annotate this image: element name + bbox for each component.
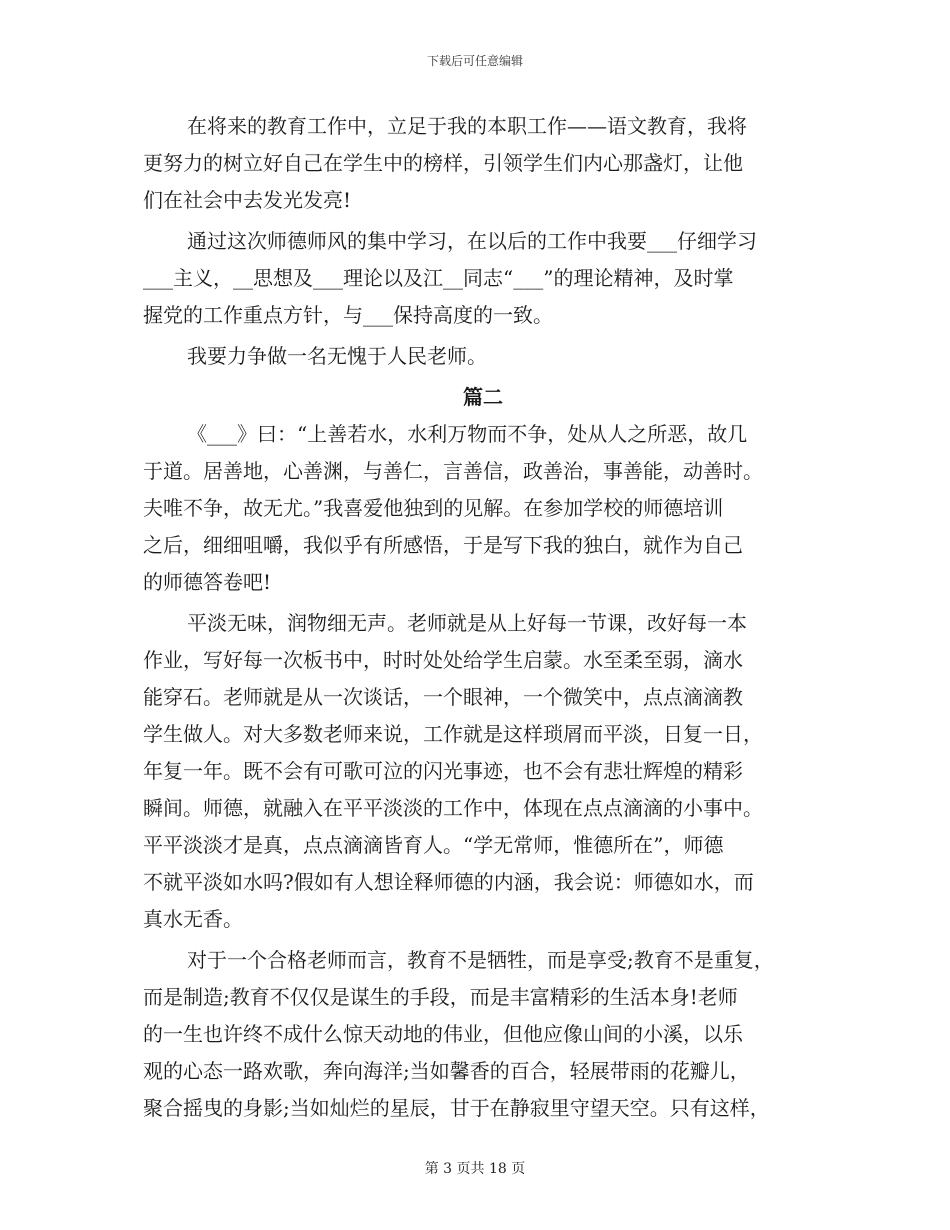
section-title: 篇二 [463, 385, 503, 409]
document-body [143, 108, 823, 1131]
text-line: 夫唯不争，故无尤。”我喜爱他独到的见解。在参加学校的师德培训 [143, 496, 724, 520]
text-line: 在将来的教育工作中，立足于我的本职工作——语文教育，我将 [187, 114, 747, 138]
text-line: 平平淡淡才是真，点点滴滴皆育人。“学无常师，惟德所在”，师德 [143, 833, 724, 857]
text-line: 更努力的树立好自己在学生中的榜样，引领学生们内心那盏灯，让他 [143, 151, 743, 175]
text-line: 作业，写好每一次板书中，时时处处给学生启蒙。水至柔至弱，滴水 [143, 648, 743, 672]
text-line: 我要力争做一名无愧于人民老师。 [187, 344, 487, 368]
text-line: 不就平淡如水吗?假如有人想诠释师德的内涵，我会说：师德如水，而 [143, 870, 754, 894]
paragraph-6 [143, 942, 823, 1127]
text-line: ___主义，__思想及___理论以及江__同志“___”的理论精神，及时掌 [143, 266, 734, 290]
page-header: 下载后可任意编辑 [426, 54, 523, 68]
text-line: 于道。居善地，心善渊，与善仁，言善信，政善治，事善能，动善时。 [143, 459, 763, 483]
paragraph-2 [143, 223, 823, 334]
text-line: 握党的工作重点方针，与___保持高度的一致。 [143, 303, 553, 327]
text-line: 真水无香。 [143, 907, 243, 931]
text-line: 学生做人。对大多数老师来说，工作就是这样琐屑而平淡，日复一日， [143, 722, 763, 746]
text-line: 瞬间。师德，就融入在平平淡淡的工作中，体现在点点滴滴的小事中。 [143, 796, 763, 820]
text-line: 而是制造;教育不仅仅是谋生的手段，而是丰富精彩的生活本身!老师 [143, 985, 738, 1009]
text-line: 能穿石。老师就是从一次谈话，一个眼神，一个微笑中，点点滴滴教 [143, 685, 743, 709]
paragraph-5 [143, 605, 823, 938]
paragraph-3 [143, 338, 823, 375]
text-line: 《___》曰：“上善若水，水利万物而不争，处从人之所恶，故几 [187, 422, 748, 446]
text-line: 们在社会中去发光发亮! [143, 188, 352, 212]
text-line: 观的心态一路欢歌，奔向海洋;当如馨香的百合，轻展带雨的花瓣儿， [143, 1059, 750, 1083]
text-line: 的师德答卷吧! [143, 570, 272, 594]
text-line: 平淡无味，润物细无声。老师就是从上好每一节课，改好每一本 [187, 611, 747, 635]
text-line: 年复一年。既不会有可歌可泣的闪光事迹，也不会有悲壮辉煌的精彩 [143, 759, 743, 783]
paragraph-4 [143, 416, 823, 601]
text-line: 聚合摇曳的身影;当如灿烂的星辰，甘于在静寂里守望天空。只有这样， [143, 1096, 770, 1120]
text-line: 之后，细细咀嚼，我似乎有所感悟，于是写下我的独白，就作为自己 [143, 533, 743, 557]
text-line: 对于一个合格老师而言，教育不是牺牲，而是享受;教育不是重复， [187, 948, 774, 972]
paragraph-1 [143, 108, 823, 219]
page-footer: 第 3 页共 18 页 [424, 1161, 526, 1177]
text-line: 的一生也许终不成什么惊天动地的伟业，但他应像山间的小溪，以乐 [143, 1022, 743, 1046]
text-line: 通过这次师德师风的集中学习，在以后的工作中我要___仔细学习 [187, 229, 757, 253]
